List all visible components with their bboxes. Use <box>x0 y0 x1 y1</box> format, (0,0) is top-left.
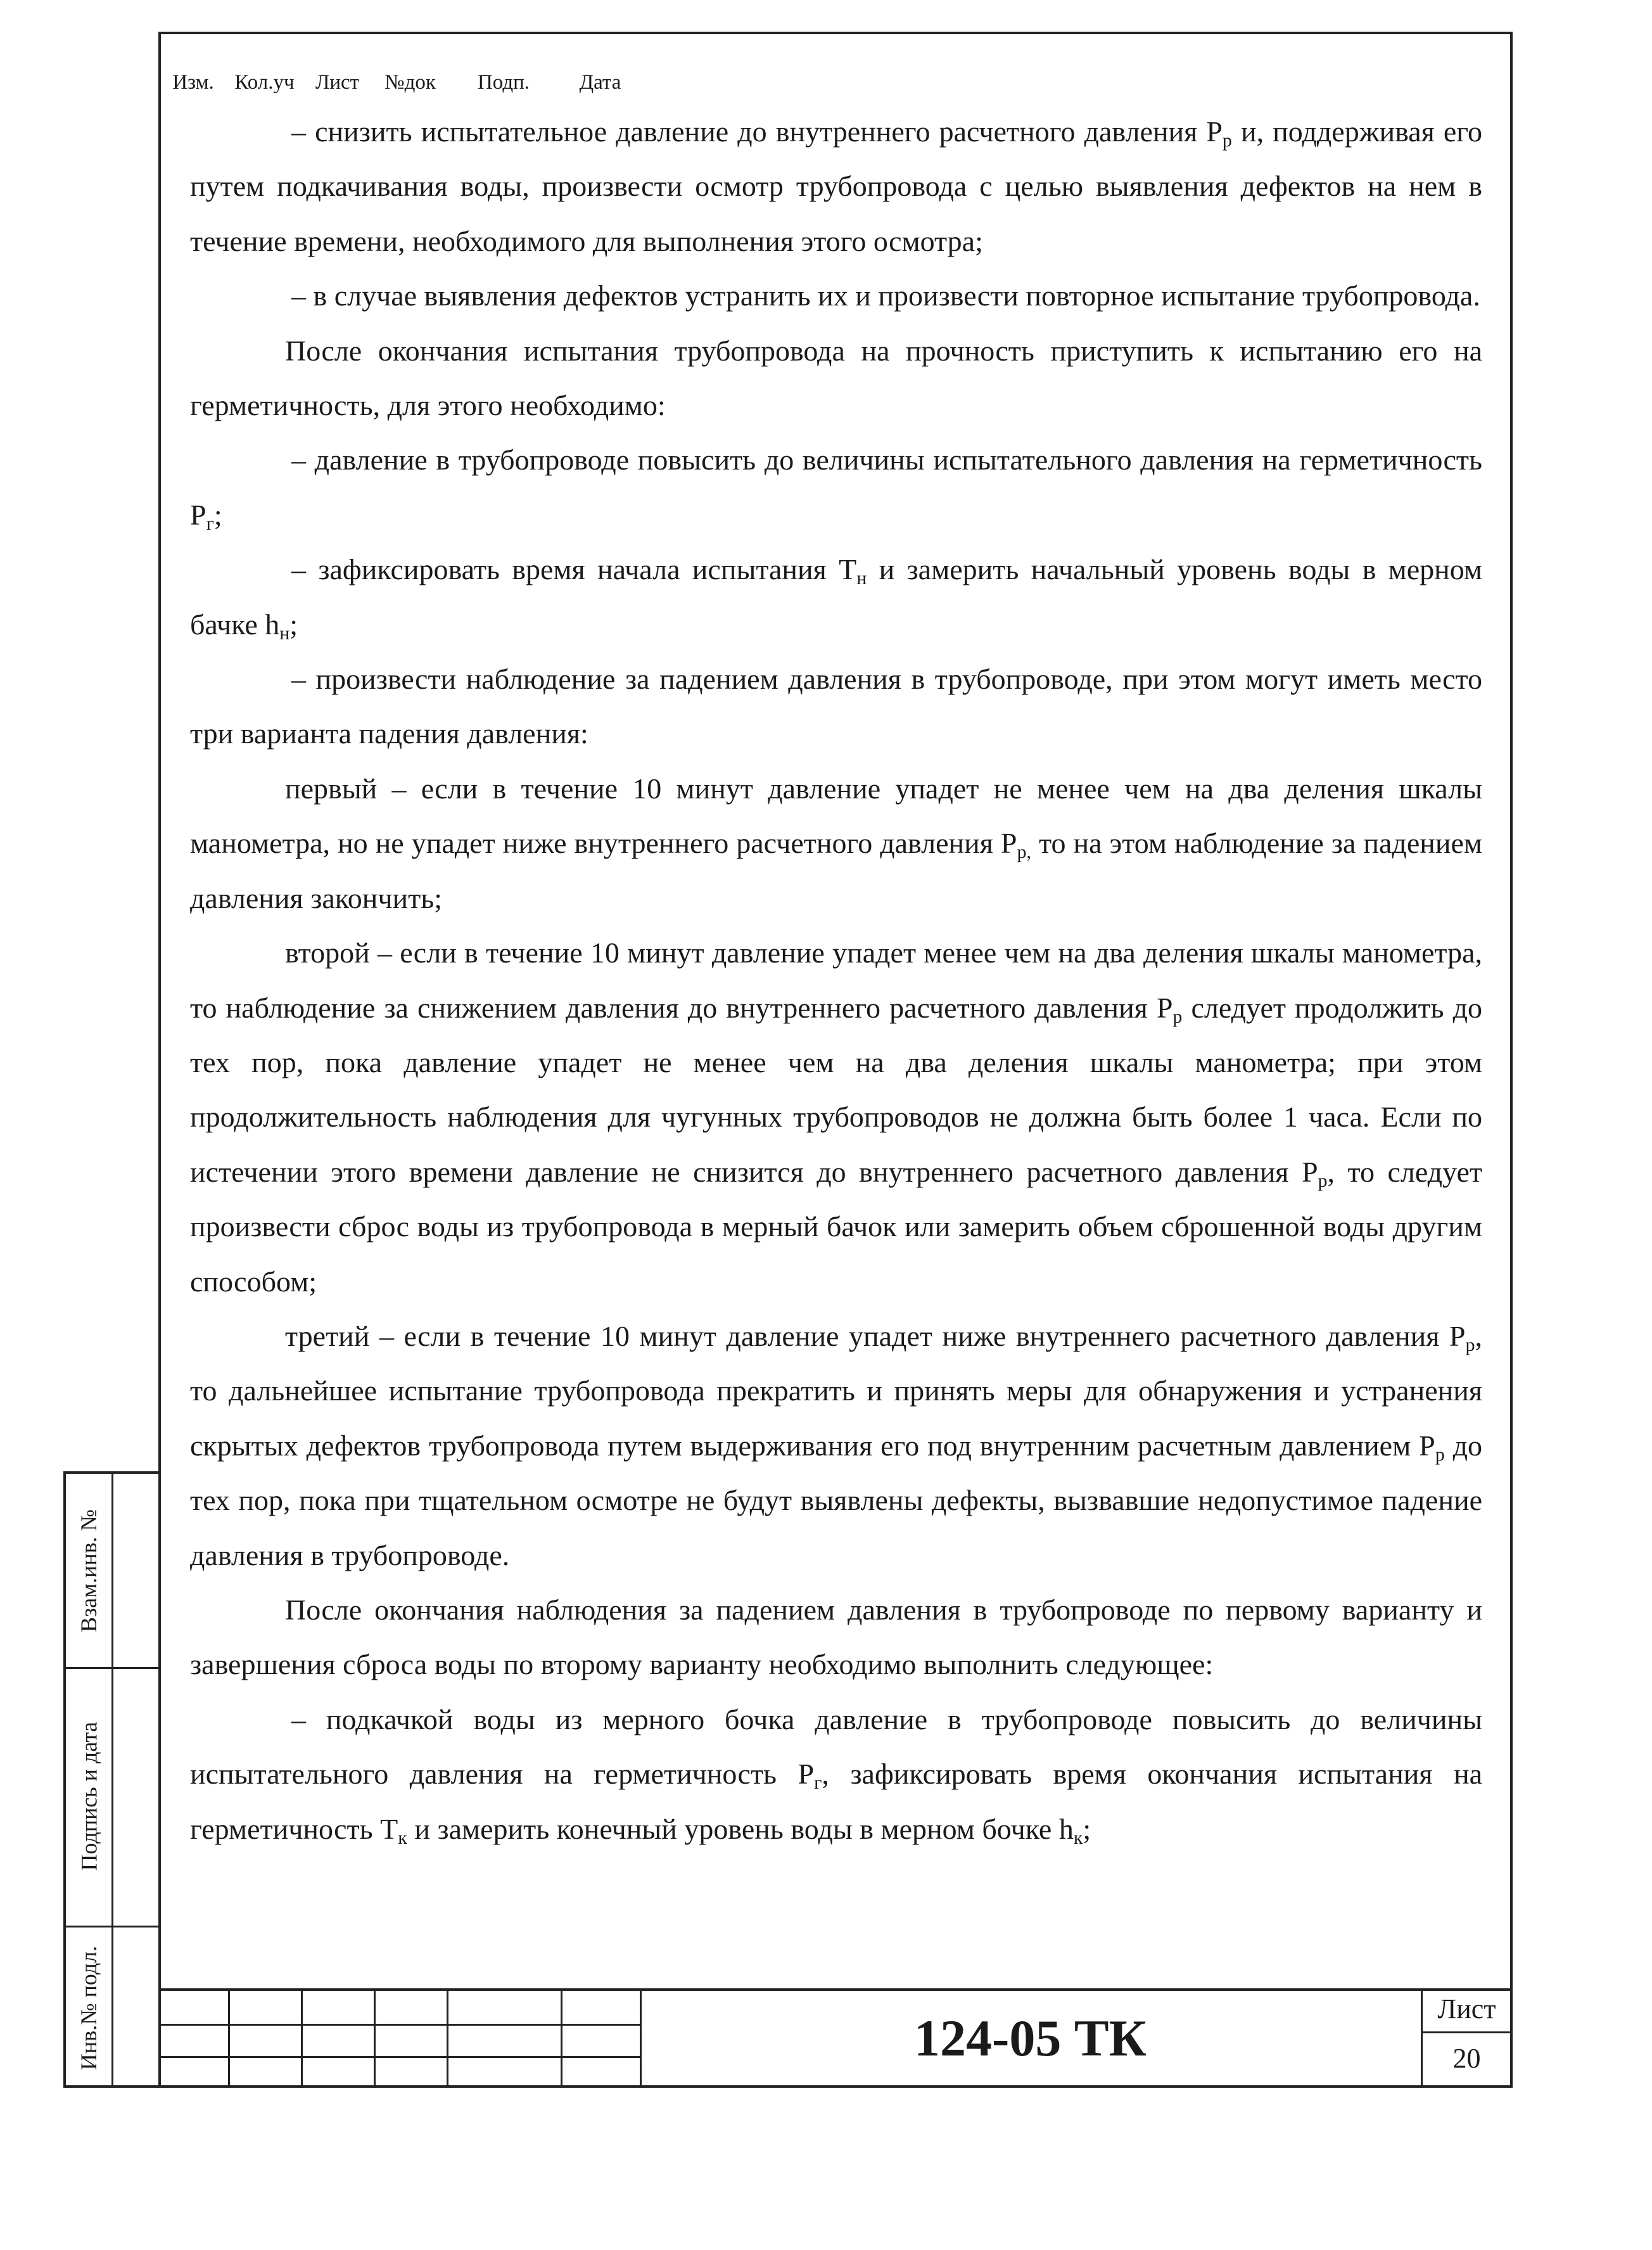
paragraph: – произвести наблюдение за падением давления в трубопроводе, при этом могут иметь место три варианта падения давления: <box>190 663 1482 750</box>
paragraph: – подкачкой воды из мерного бочка давление в трубопроводе повысить до величины испытательного давления на герметичность $P_г$, зафиксировать время окончания испытания на герметичность $T_к$ и замерить конечный уровень воды в мерном бочке $h_к$; <box>190 1703 1482 1848</box>
sheet-label: Лист <box>1437 1993 1496 2024</box>
stamp-header-izm: Изм. <box>172 70 214 94</box>
paragraph: – в случае выявления дефектов устранить их и произвести повторное испытание трубопровода. <box>291 279 1480 312</box>
vzam-inv-label: Взам.инв. № <box>76 1509 101 1632</box>
document-code: 124-05 ТК <box>914 2009 1147 2067</box>
paragraph: третий – если в течение 10 минут давление упадет ниже внутреннего расчетного давления $P_р$, то дальнейшее испытание трубопровода прекратить и принять меры для обнаружения и устранения скрытых дефектов трубопровода путем выдерживания его под внутренним расчетным давлением $P_р$ до тех пор, пока при тщательном осмотре не будут выявлены дефекты, вызвавшие недопустимое падение давления в трубопроводе. <box>190 1319 1483 1571</box>
stamp-header-list: Лист <box>315 70 360 94</box>
inv-original-label: Инв.№ подл. <box>76 1945 101 2071</box>
paragraph: – снизить испытательное давление до внутреннего расчетного давления $P_р$ и, поддерживая его путем подкачивания воды, произвести осмотр трубопровода с целью выявления дефектов на нем в течение времени, необходимого для выполнения этого осмотра; <box>190 115 1482 257</box>
stamp-header-podp: Подп. <box>477 70 530 94</box>
paragraph: – зафиксировать время начала испытания $T_н$ и замерить начальный уровень воды в мерном бачке $h_н$; <box>190 553 1482 644</box>
signature-date-label: Подпись и дата <box>76 1722 102 1871</box>
paragraph: После окончания наблюдения за падением давления в трубопроводе по первому варианту и завершения сброса воды по второму варианту необходимо выполнить следующее: <box>190 1593 1482 1681</box>
paragraph: – давление в трубопроводе повысить до величины испытательного давления на герметичность $P_г$; <box>190 444 1482 534</box>
stamp-header-kol: Кол.уч <box>234 70 295 94</box>
sheet-number: 20 <box>1452 2043 1481 2074</box>
document-body <box>190 105 1482 1857</box>
paragraph: После окончания испытания трубопровода на прочность приступить к испытанию его на герметичность, для этого необходимо: <box>190 334 1482 422</box>
stamp-header-ndok: №док <box>384 70 436 94</box>
paragraph: второй – если в течение 10 минут давление упадет менее чем на два деления шкалы манометра, то наблюдение за снижением давления до внутреннего расчетного давления $P_р$ следует продолжить до тех пор, пока давление упадет не менее чем на два деления шкалы манометра; при этом продолжительность наблюдения для чугунных трубопроводов не должна быть более 1 часа. Если по истечении этого времени давление не снизится до внутреннего расчетного давления $P_р$, то следует произвести сброс воды из трубопровода в мерный бачок или замерить объем сброшенной воды другим способом; <box>190 936 1482 1298</box>
stamp-header-data: Дата <box>579 70 621 94</box>
side-stamp <box>63 1471 158 2088</box>
paragraph: первый – если в течение 10 минут давление упадет не менее чем на два деления шкалы манометра, но не упадет ниже внутреннего расчетного давления $P_{р,}$ то на этом наблюдение за падением давления закончить; <box>190 772 1482 914</box>
